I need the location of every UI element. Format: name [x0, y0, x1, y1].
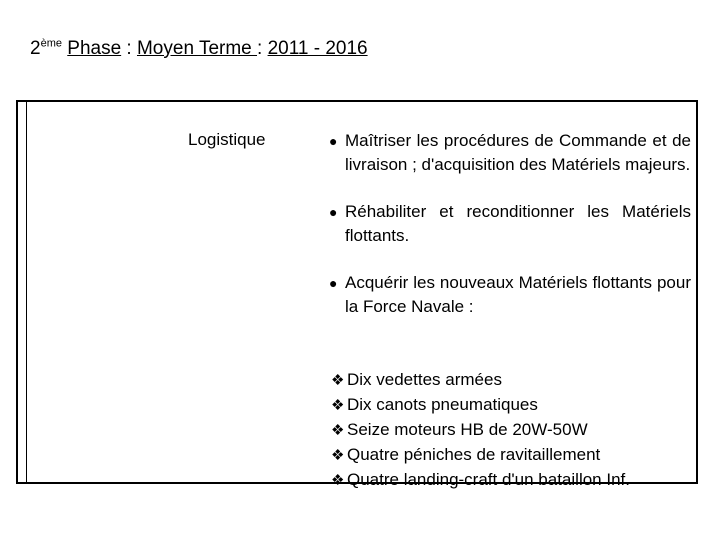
diamond-bullet-icon: ❖: [331, 472, 345, 489]
diamond-bullet-icon: ❖: [331, 397, 345, 414]
list-item: [331, 368, 630, 393]
acquisition-text: Quatre landing-craft d'un bataillon Inf.: [347, 470, 630, 489]
list-item: [329, 200, 691, 248]
acquisition-text: Seize moteurs HB de 20W-50W: [347, 420, 588, 439]
acquisitions-list: [331, 368, 630, 493]
plan-table: [16, 100, 698, 489]
bullet-icon: ●: [329, 204, 338, 220]
objectives-list: [329, 129, 691, 342]
list-item: [329, 129, 691, 177]
table-column-divider: [26, 102, 27, 482]
list-item: [331, 468, 630, 493]
title-years: 2011 - 2016: [267, 38, 368, 59]
diamond-bullet-icon: ❖: [331, 372, 345, 389]
title-phase: Phase: [67, 38, 122, 59]
title-term: Moyen Terme: [136, 38, 258, 59]
title-sep1: :: [121, 38, 137, 59]
list-item: [329, 271, 691, 319]
objective-text: Acquérir les nouveaux Matériels flottants pour la Force Navale :: [345, 273, 691, 316]
list-item: [331, 418, 630, 443]
acquisition-text: Dix canots pneumatiques: [347, 395, 538, 414]
title-sep2: :: [257, 38, 268, 59]
list-item: [331, 443, 630, 468]
list-item: [331, 393, 630, 418]
acquisition-text: Quatre péniches de ravitaillement: [347, 445, 601, 464]
objective-text: Maîtriser les procédures de Commande et de livraison ; d'acquisition des Matériels majeurs.: [345, 131, 691, 174]
diamond-bullet-icon: ❖: [331, 447, 345, 464]
title-superscript: ème: [40, 37, 62, 50]
acquisition-text: Dix vedettes armées: [347, 370, 502, 389]
domain-label: Logistique: [188, 130, 266, 149]
bullet-icon: ●: [329, 133, 338, 149]
page-title: [30, 38, 368, 60]
bullet-icon: ●: [329, 275, 338, 291]
title-prefix: 2: [30, 38, 41, 59]
objective-text: Réhabiliter et reconditionner les Matériels flottants.: [345, 202, 691, 245]
diamond-bullet-icon: ❖: [331, 422, 345, 439]
